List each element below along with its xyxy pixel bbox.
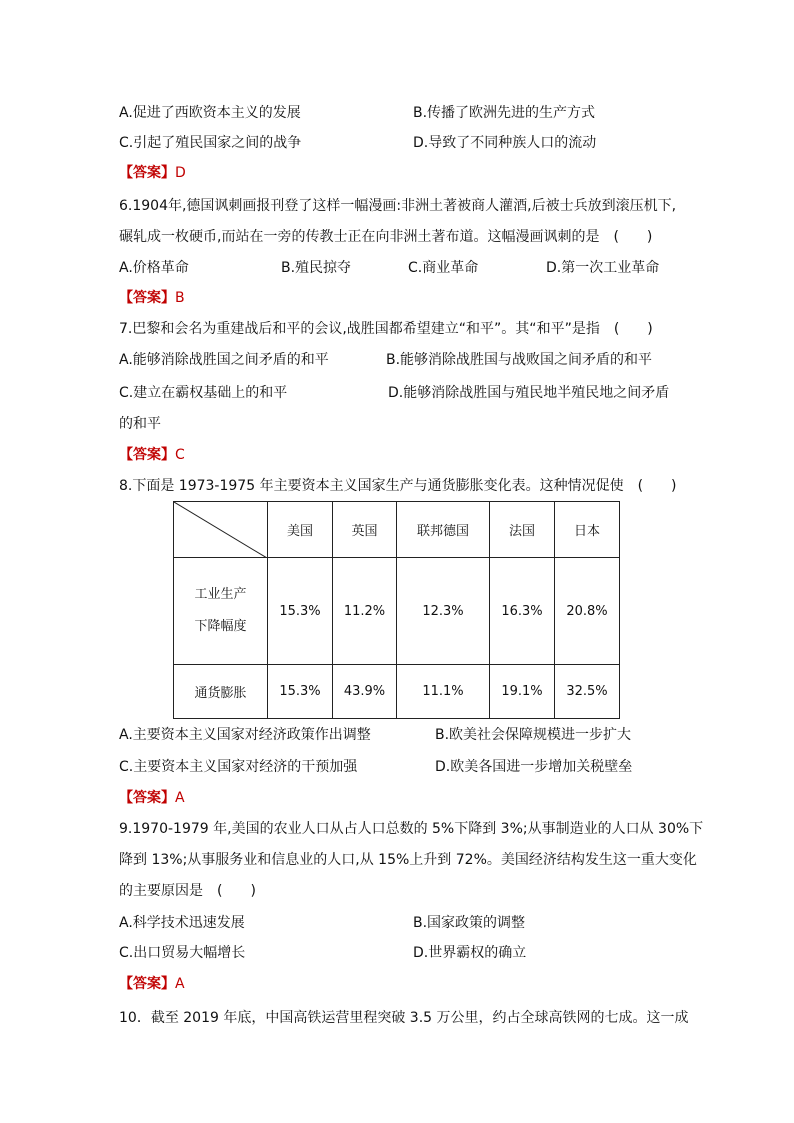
q8-option-d: D.欧美各国进一步增加关税壁垒 [435, 759, 633, 775]
q6-option-a: A.价格革命 [119, 260, 189, 276]
answer-letter: C [175, 447, 185, 463]
q7-stem: 7.巴黎和会名为重建战后和平的会议,战胜国都希望建立“和平”。其“和平”是指 ( ) [119, 321, 653, 337]
q6-option-b: B.殖民掠夺 [281, 260, 352, 276]
q9-stem-line2: 降到 13%;从事服务业和信息业的人口,从 15%上升到 72%。美国经济结构发生这一重大变化 [119, 852, 697, 868]
q6-stem-line2: 碾轧成一枚硬币,而站在一旁的传教士正在向非洲土著布道。这幅漫画讽刺的是 ( ) [119, 229, 653, 245]
table-row [174, 558, 620, 665]
table-header: 联邦德国 [397, 502, 490, 558]
answer-label: 【答案】 [119, 790, 175, 806]
row-label: 通货膨胀 [174, 665, 268, 719]
q5-answer [119, 163, 186, 183]
q8-data-table [173, 501, 620, 719]
answer-label: 【答案】 [119, 290, 175, 306]
q7-option-c: C.建立在霸权基础上的和平 [119, 385, 288, 401]
q5-option-b: B.传播了欧洲先进的生产方式 [413, 105, 596, 121]
q6-stem-line1: 6.1904年,德国讽刺画报刊登了这样一幅漫画:非洲土著被商人灌酒,后被士兵放到滚压机下, [119, 198, 677, 214]
table-header: 英国 [333, 502, 397, 558]
answer-label: 【答案】 [119, 165, 175, 181]
q5-option-d: D.导致了不同种族人口的流动 [413, 135, 597, 151]
table-cell: 20.8% [555, 558, 620, 665]
table-cell: 15.3% [268, 665, 333, 719]
answer-letter: A [175, 976, 185, 992]
q9-option-a: A.科学技术迅速发展 [119, 915, 245, 931]
q7-answer [119, 445, 185, 465]
q6-answer [119, 288, 185, 308]
answer-letter: D [175, 165, 186, 181]
answer-label: 【答案】 [119, 976, 175, 992]
table-header: 美国 [268, 502, 333, 558]
q8-option-c: C.主要资本主义国家对经济的干预加强 [119, 759, 358, 775]
table-cell: 32.5% [555, 665, 620, 719]
diagonal-line [174, 502, 267, 558]
table-corner-cell [174, 502, 268, 558]
table-header: 日本 [555, 502, 620, 558]
table-cell: 12.3% [397, 558, 490, 665]
q9-option-d: D.世界霸权的确立 [413, 945, 527, 961]
q7-option-d: D.能够消除战胜国与殖民地半殖民地之间矛盾 [388, 385, 670, 401]
q8-option-a: A.主要资本主义国家对经济政策作出调整 [119, 727, 371, 743]
row-label-line2: 下降幅度 [194, 619, 247, 634]
q7-option-b: B.能够消除战胜国与战败国之间矛盾的和平 [386, 352, 653, 368]
q9-option-c: C.出口贸易大幅增长 [119, 945, 246, 961]
q10-stem: 10．截至 2019 年底，中国高铁运营里程突破 3.5 万公里，约占全球高铁网的七成。这一成 [119, 1010, 689, 1026]
answer-label: 【答案】 [119, 447, 175, 463]
q8-answer [119, 788, 185, 808]
table-cell: 43.9% [333, 665, 397, 719]
q7-option-a: A.能够消除战胜国之间矛盾的和平 [119, 352, 329, 368]
q8-option-b: B.欧美社会保障规模进一步扩大 [435, 727, 632, 743]
q9-stem-line1: 9.1970-1979 年,美国的农业人口从占人口总数的 5%下降到 3%;从事制造业的人口从 30%下 [119, 821, 704, 837]
row-label [174, 558, 268, 665]
table-cell: 11.1% [397, 665, 490, 719]
q9-stem-line3: 的主要原因是 ( ) [119, 883, 256, 899]
table-row [174, 665, 620, 719]
q7-option-d-continued: 的和平 [119, 416, 161, 432]
table-cell: 16.3% [490, 558, 555, 665]
q5-option-c: C.引起了殖民国家之间的战争 [119, 135, 302, 151]
answer-letter: B [175, 290, 185, 306]
q5-option-a: A.促进了西欧资本主义的发展 [119, 105, 301, 121]
row-label-line1: 工业生产 [194, 587, 247, 602]
q6-option-c: C.商业革命 [408, 260, 479, 276]
q8-stem: 8.下面是 1973-1975 年主要资本主义国家生产与通货膨胀变化表。这种情况促使 ( ) [119, 478, 677, 494]
q9-answer [119, 974, 185, 994]
table-cell: 11.2% [333, 558, 397, 665]
table-cell: 15.3% [268, 558, 333, 665]
table-header: 法国 [490, 502, 555, 558]
q9-option-b: B.国家政策的调整 [413, 915, 526, 931]
q6-option-d: D.第一次工业革命 [546, 260, 660, 276]
answer-letter: A [175, 790, 185, 806]
table-header-row [174, 502, 620, 558]
table-cell: 19.1% [490, 665, 555, 719]
